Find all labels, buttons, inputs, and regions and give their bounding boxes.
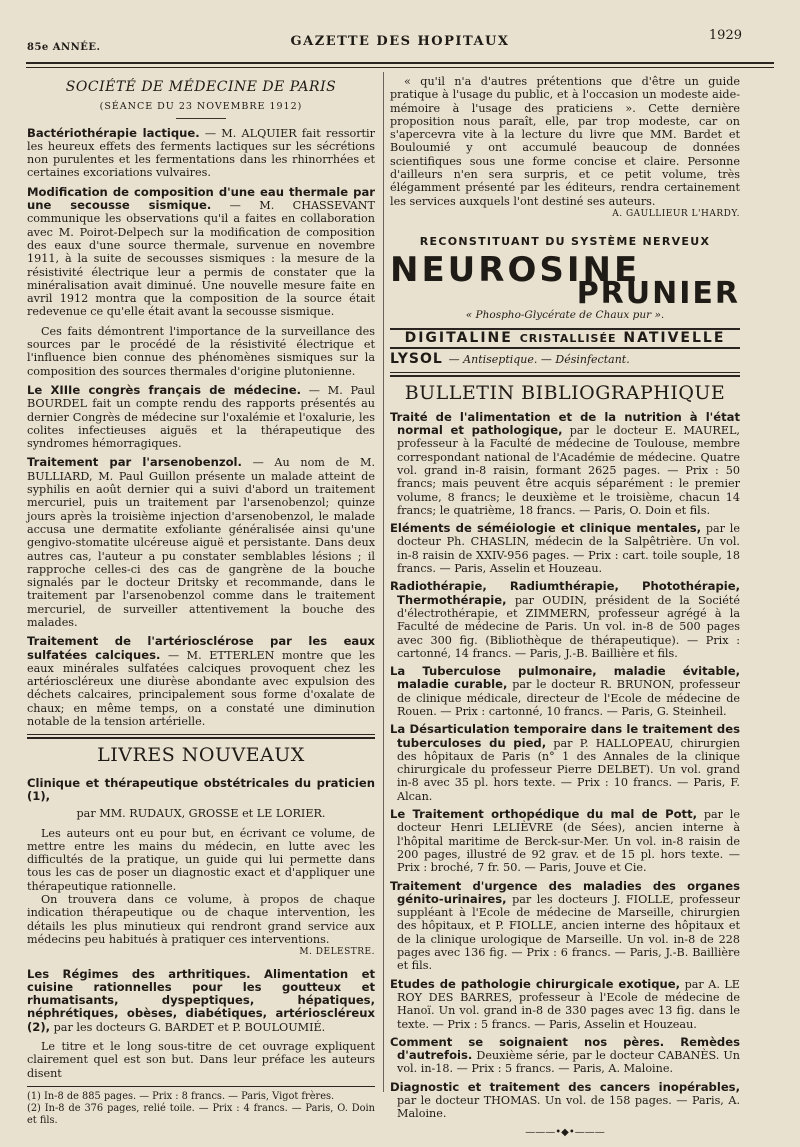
bibliography-entries: [390, 411, 740, 1121]
section-rule-thick: [27, 737, 375, 739]
bibliography-entry-title: La Tuberculose pulmonaire, maladie évitable, maladie curable,: [390, 664, 740, 692]
society-article-text: Ces faits démontrent l'importance de la surveillance des sources par le procédé de la résistivité électrique et l'influence bien connue des phénomènes sismiques sur la composition des sources thermales d'origine plutonienne.: [27, 324, 375, 378]
society-article-text: — M. ETTERLEN montre que les eaux minérales sulfatées calciques provoquent chez les artérioscléreux une diurèse abondante avec expulsion des déchets calcaires, principalement sous forme d'oxalate de chaux; en même temps, on a constaté une diminution notable de la tension artérielle.: [27, 648, 375, 729]
bibliography-entry-text: par le docteur E. MAUREL, professeur à la Faculté de médecine de Toulouse, membre correspondant national de l'Académie de médecine. Quatre vol. grand in-8 raisin, formant 2625 pages. — Prix : 50 francs; mais peuvent être acquis séparément : le premier volume, 8 francs; le deuxième et le troisième, chacun 14 francs; le quatrième, 18 francs. — Paris, O. Doin et fils.: [397, 424, 740, 517]
bibliography-entry: [390, 1036, 740, 1076]
bibliography-entry: [390, 665, 740, 718]
footnotes: [27, 1086, 375, 1127]
bibliography-entry-text: par le docteur Henri LELIÈVRE (de Sées), ancien interne à l'hôpital maritime de Berck-sur-Mer. Un vol. in-8 raisin de 200 pages, illustré de 92 grav. et de 15 pl. hors texte. — Prix : broché, 7 fr. 50. — Paris, Jouve et Cie.: [397, 808, 740, 875]
ad-rule-thick: [390, 375, 740, 377]
bibliography-entry: [390, 522, 740, 575]
section-rule: [27, 734, 375, 735]
bibliography-entry-text: par le docteur THOMAS. Un vol. de 158 pages. — Paris, A. Maloine.: [397, 1094, 740, 1121]
livres-nouveaux-title: LIVRES NOUVEAUX: [97, 744, 305, 767]
footnote-2: (2) In-8 de 376 pages, relié toile. — Prix : 4 francs. — Paris, O. Doin et fils.: [27, 1102, 375, 1126]
page-header: [0, 28, 800, 58]
ad-digitaline: [390, 328, 740, 349]
bibliography-entry-text: par A. LE ROY DES BARRES, professeur à l'Ecole de médecine de Hanoï. Un vol. grand in-8 de 330 pages avec 13 fig. dans le texte. — Prix : 5 francs. — Paris, Asselin et Houzeau.: [397, 977, 740, 1031]
ad-lysol-desc: — Antiseptique. — Désinfectant.: [448, 353, 630, 367]
book1-heading: [27, 777, 375, 804]
ad-lysol: [390, 353, 740, 366]
ad-phospho: « Phospho-Glycérate de Chaux pur ».: [465, 308, 665, 321]
end-ornament: ———•◆•———: [525, 1126, 605, 1138]
society-article-title: Traitement par l'arsenobenzol.: [27, 455, 242, 470]
ad-digitaline-word: DIGITALINE: [404, 329, 513, 346]
society-article-title: Traitement de l'artériosclérose par les eaux sulfatées calciques.: [27, 634, 375, 662]
book1-paragraph-1: Les auteurs ont eu pour but, en écrivant ce volume, de mettre entre les mains du médecin, en lutte avec les difficultés de la pratique, un guide qui lui permette dans tous les cas de poser un diagnostic exact et d'appliquer une thérapeutique rationnelle.: [27, 826, 375, 893]
bibliography-entry-text: par OUDIN, président de la Société d'électrothérapie, et ZIMMERN, professeur agrégé à la Faculté de médecine de Paris. Un vol. in-8 de 500 pages avec 300 fig. (Bibliothèque de thérapeutique). — Prix : cartonné, 14 francs. — Paris, J.-B. Baillière et fils.: [397, 593, 740, 660]
page-number: 1929: [708, 28, 742, 43]
society-title: SOCIÉTÉ DE MÉDECINE DE PARIS: [65, 79, 337, 95]
footnote-1: (1) In-8 de 885 pages. — Prix : 8 francs. — Paris, Vigot frères.: [27, 1090, 335, 1102]
bibliography-entry: [390, 1081, 740, 1121]
bulletin-title: BULLETIN BIBLIOGRAPHIQUE: [404, 382, 726, 405]
book1-paragraph-2: On trouvera dans ce volume, à propos de chaque indication thérapeutique ou de chaque intervention, les détails les plus minutieux qui rendront grand service aux médecins peu habitués à pratiquer ces interventions.: [27, 893, 375, 946]
bibliography-entry: [390, 808, 740, 874]
neurosine-advertisement: [390, 235, 740, 366]
ad-nativelle: NATIVELLE: [623, 329, 726, 346]
society-article-title: Le XIIIe congrès français de médecine.: [27, 382, 302, 397]
review-continuation: « qu'il n'a d'autres prétentions que d'être un guide pratique à l'usage du public, et à l'occasion un modeste aide-mémoire à l'usage des praticiens ». Cette dernière proposition nous paraît, elle, par trop modeste, car on s'apercevra vite à la lecture du livre que MM. Bardet et Bouloumié y ont accumulé beaucoup de données scientifiques sous une forme concise et claire. Personne d'ailleurs n'en sera surpris, et ce petit volume, très élégamment présenté par les éditeurs, rendra certainement les services auxquels l'ont destiné ses auteurs.: [390, 75, 740, 208]
society-article-text: — M. ALQUIER fait ressortir les heureux effets des ferments lactiques sur les sécrétions non purulentes et les fermentations dans les rhinorrhées et certaines excoriations vulvaires.: [27, 126, 375, 180]
bibliography-entry-text: par les docteurs J. FIOLLE, professeur suppléant à l'Ecole de médecine de Marseille, chirurgien des hôpitaux, et P. FIOLLE, ancien interne des hôpitaux et de la clinique urologique de Marseille. Un vol. in-8 de 228 pages avec 136 fig. — Prix : 6 francs. — Paris, J.-B. Baillière et fils.: [397, 892, 740, 973]
left-column: [27, 75, 375, 1127]
bibliography-entry: [390, 580, 740, 660]
right-column: [390, 75, 740, 1139]
bibliography-entry: [390, 978, 740, 1031]
ad-lysol-word: LYSOL: [390, 351, 443, 368]
header-rule-thin: [26, 67, 774, 68]
bibliography-entry-title: Traité de l'alimentation et de la nutrition à l'état normal et pathologique,: [390, 409, 740, 438]
society-article-title: Modification de composition d'une eau thermale par une secousse sismique.: [27, 184, 375, 213]
society-article: [27, 384, 375, 450]
bibliography-entry-text: par le docteur R. BRUNON, professeur de clinique médicale, directeur de l'Ecole de médecine de Rouen. — Prix : cartonné, 10 francs. — Paris, G. Steinheil.: [397, 678, 740, 718]
bibliography-entry-title: Eléments de séméiologie et clinique mentales,: [390, 521, 702, 536]
society-article: [27, 186, 375, 319]
bibliography-entry-title: La Désarticulation temporaire dans le traitement des tuberculoses du pied,: [390, 722, 740, 750]
ad-neurosine: NEUROSINE: [390, 249, 641, 290]
book1-authors: par MM. RUDAUX, GROSSE et LE LORIER.: [76, 807, 326, 821]
bibliography-entry-title: Etudes de pathologie chirurgicale exotique,: [390, 976, 681, 991]
header-rule: [26, 62, 774, 64]
ad-cristallisee: CRISTALLISÉE: [519, 331, 617, 345]
ad-rule: [390, 372, 740, 373]
bibliography-entry-title: Diagnostic et traitement des cancers inopérables,: [390, 1079, 740, 1094]
society-article-text: — M. CHASSEVANT communique les observations qu'il a faites en collaboration avec M. Poirot-Delpech sur la modification de composition des eaux d'une source thermale, survenue en novembre 1911, à la suite de secousses sismiques : la mesure de la résistivité électrique leur a permis de constater que la minéralisation avait diminué. Une nouvelle mesure faite en avril 1912 montra que la composition de la source était redevenue ce qu'elle était avant la secousse sismique.: [27, 199, 375, 319]
bibliography-entry: [390, 411, 740, 517]
society-article-text: — Au nom de M. BULLIARD, M. Paul Guillon présente un malade atteint de syphilis en août dernier qui a suivi d'abord un traitement mercuriel, puis un traitement par l'arsenobenzol; quinze jours après la troisième injection d'arsenobenzol, le malade accusa une dermatite exfoliante généralisée ainsi qu'une gengivo-stomatite ulcéreuse aiguë et persistante. Dans deux autres cas, l'auteur a pu constater semblables lésions ; il rapproche celles-ci des cas de gangrène de la bouche signalés par le docteur Dritsky et recommande, dans le traitement par l'arsenobenzol comme dans le traitement mercuriel, de surveiller attentivement la bouche des malades.: [27, 456, 375, 629]
session-date: (SÉANCE DU 23 NOVEMBRE 1912): [99, 101, 303, 113]
society-article-text: — M. Paul BOURDEL fait un compte rendu des rapports présentés au dernier Congrès de médecine sur l'oxalémie et l'oxalurie, les colites infectieuses aiguës et la thérapeutique des syndromes hémorragiques.: [27, 383, 375, 451]
society-article: [27, 127, 375, 180]
bibliography-entry-text: par P. HALLOPEAU, chirurgien des hôpitaux de Paris (n° 1 des Annales de la clinique chirurgicale du professeur Pierre DELBET). Un vol. grand in-8 avec 35 pl. hors texte. — Prix : 10 francs. — Paris, F. Alcan.: [397, 736, 740, 803]
bibliography-entry-title: Le Traitement orthopédique du mal de Pott,: [390, 807, 698, 822]
bibliography-entry: [390, 723, 740, 803]
book2-paragraph-1: Le titre et le long sous-titre de cet ouvrage expliquent clairement quel est son but. Dans leur préface les auteurs disent: [27, 1040, 375, 1080]
short-rule: [176, 118, 226, 119]
book2-authors: par les docteurs G. BARDET et P. BOULOUMIÉ.: [50, 1020, 326, 1034]
ad-prunier: PRUNIER: [576, 275, 740, 311]
journal-title: GAZETTE DES HOPITAUX: [290, 34, 510, 49]
society-article: [27, 325, 375, 378]
society-article-title: Bactériothérapie lactique.: [27, 125, 200, 140]
society-articles: [27, 127, 375, 729]
bibliography-entry-title: Traitement d'urgence des maladies des organes génito-urinaires,: [390, 878, 740, 906]
bibliography-entry-title: Comment se soignaient nos pères. Remèdes d'autrefois.: [390, 1034, 740, 1063]
bibliography-entry-title: Radiothérapie, Radiumthérapie, Photothérapie, Thermothérapie,: [390, 579, 740, 607]
ad-reconstituant: RECONSTITUANT DU SYSTÈME NERVEUX: [419, 235, 711, 249]
review-signature: A. GAULLIEUR L'HARDY.: [612, 208, 740, 219]
book1-signature: M. DELESTRE.: [299, 947, 375, 958]
book2-title: Les Régimes des arthritiques. Alimentation et cuisine rationnelles pour les goutteux et rhumatisants, dyspeptiques, hépatiques, néphrétiques, obèses, diabétiques, artérioscléreux (2),: [27, 966, 375, 1034]
column-divider: [383, 72, 384, 1092]
year-label: 85e ANNÉE.: [27, 42, 101, 53]
book2-heading: [27, 968, 375, 1034]
bibliography-entry-text: Deuxième série, par le docteur CABANÈS. Un vol. in-18. — Prix : 5 francs. — Paris, A. Maloine.: [397, 1049, 740, 1076]
society-article: [27, 456, 375, 629]
bibliography-entry-text: par le docteur Ph. CHASLIN, médecin de la Salpêtrière. Un vol. in-8 raisin de XXIV-956 pages. — Prix : cart. toile souple, 18 francs. — Paris, Asselin et Houzeau.: [397, 522, 740, 576]
society-article: [27, 635, 375, 728]
bibliography-entry: [390, 880, 740, 973]
book1-title: Clinique et thérapeutique obstétricales du praticien (1),: [27, 775, 375, 803]
